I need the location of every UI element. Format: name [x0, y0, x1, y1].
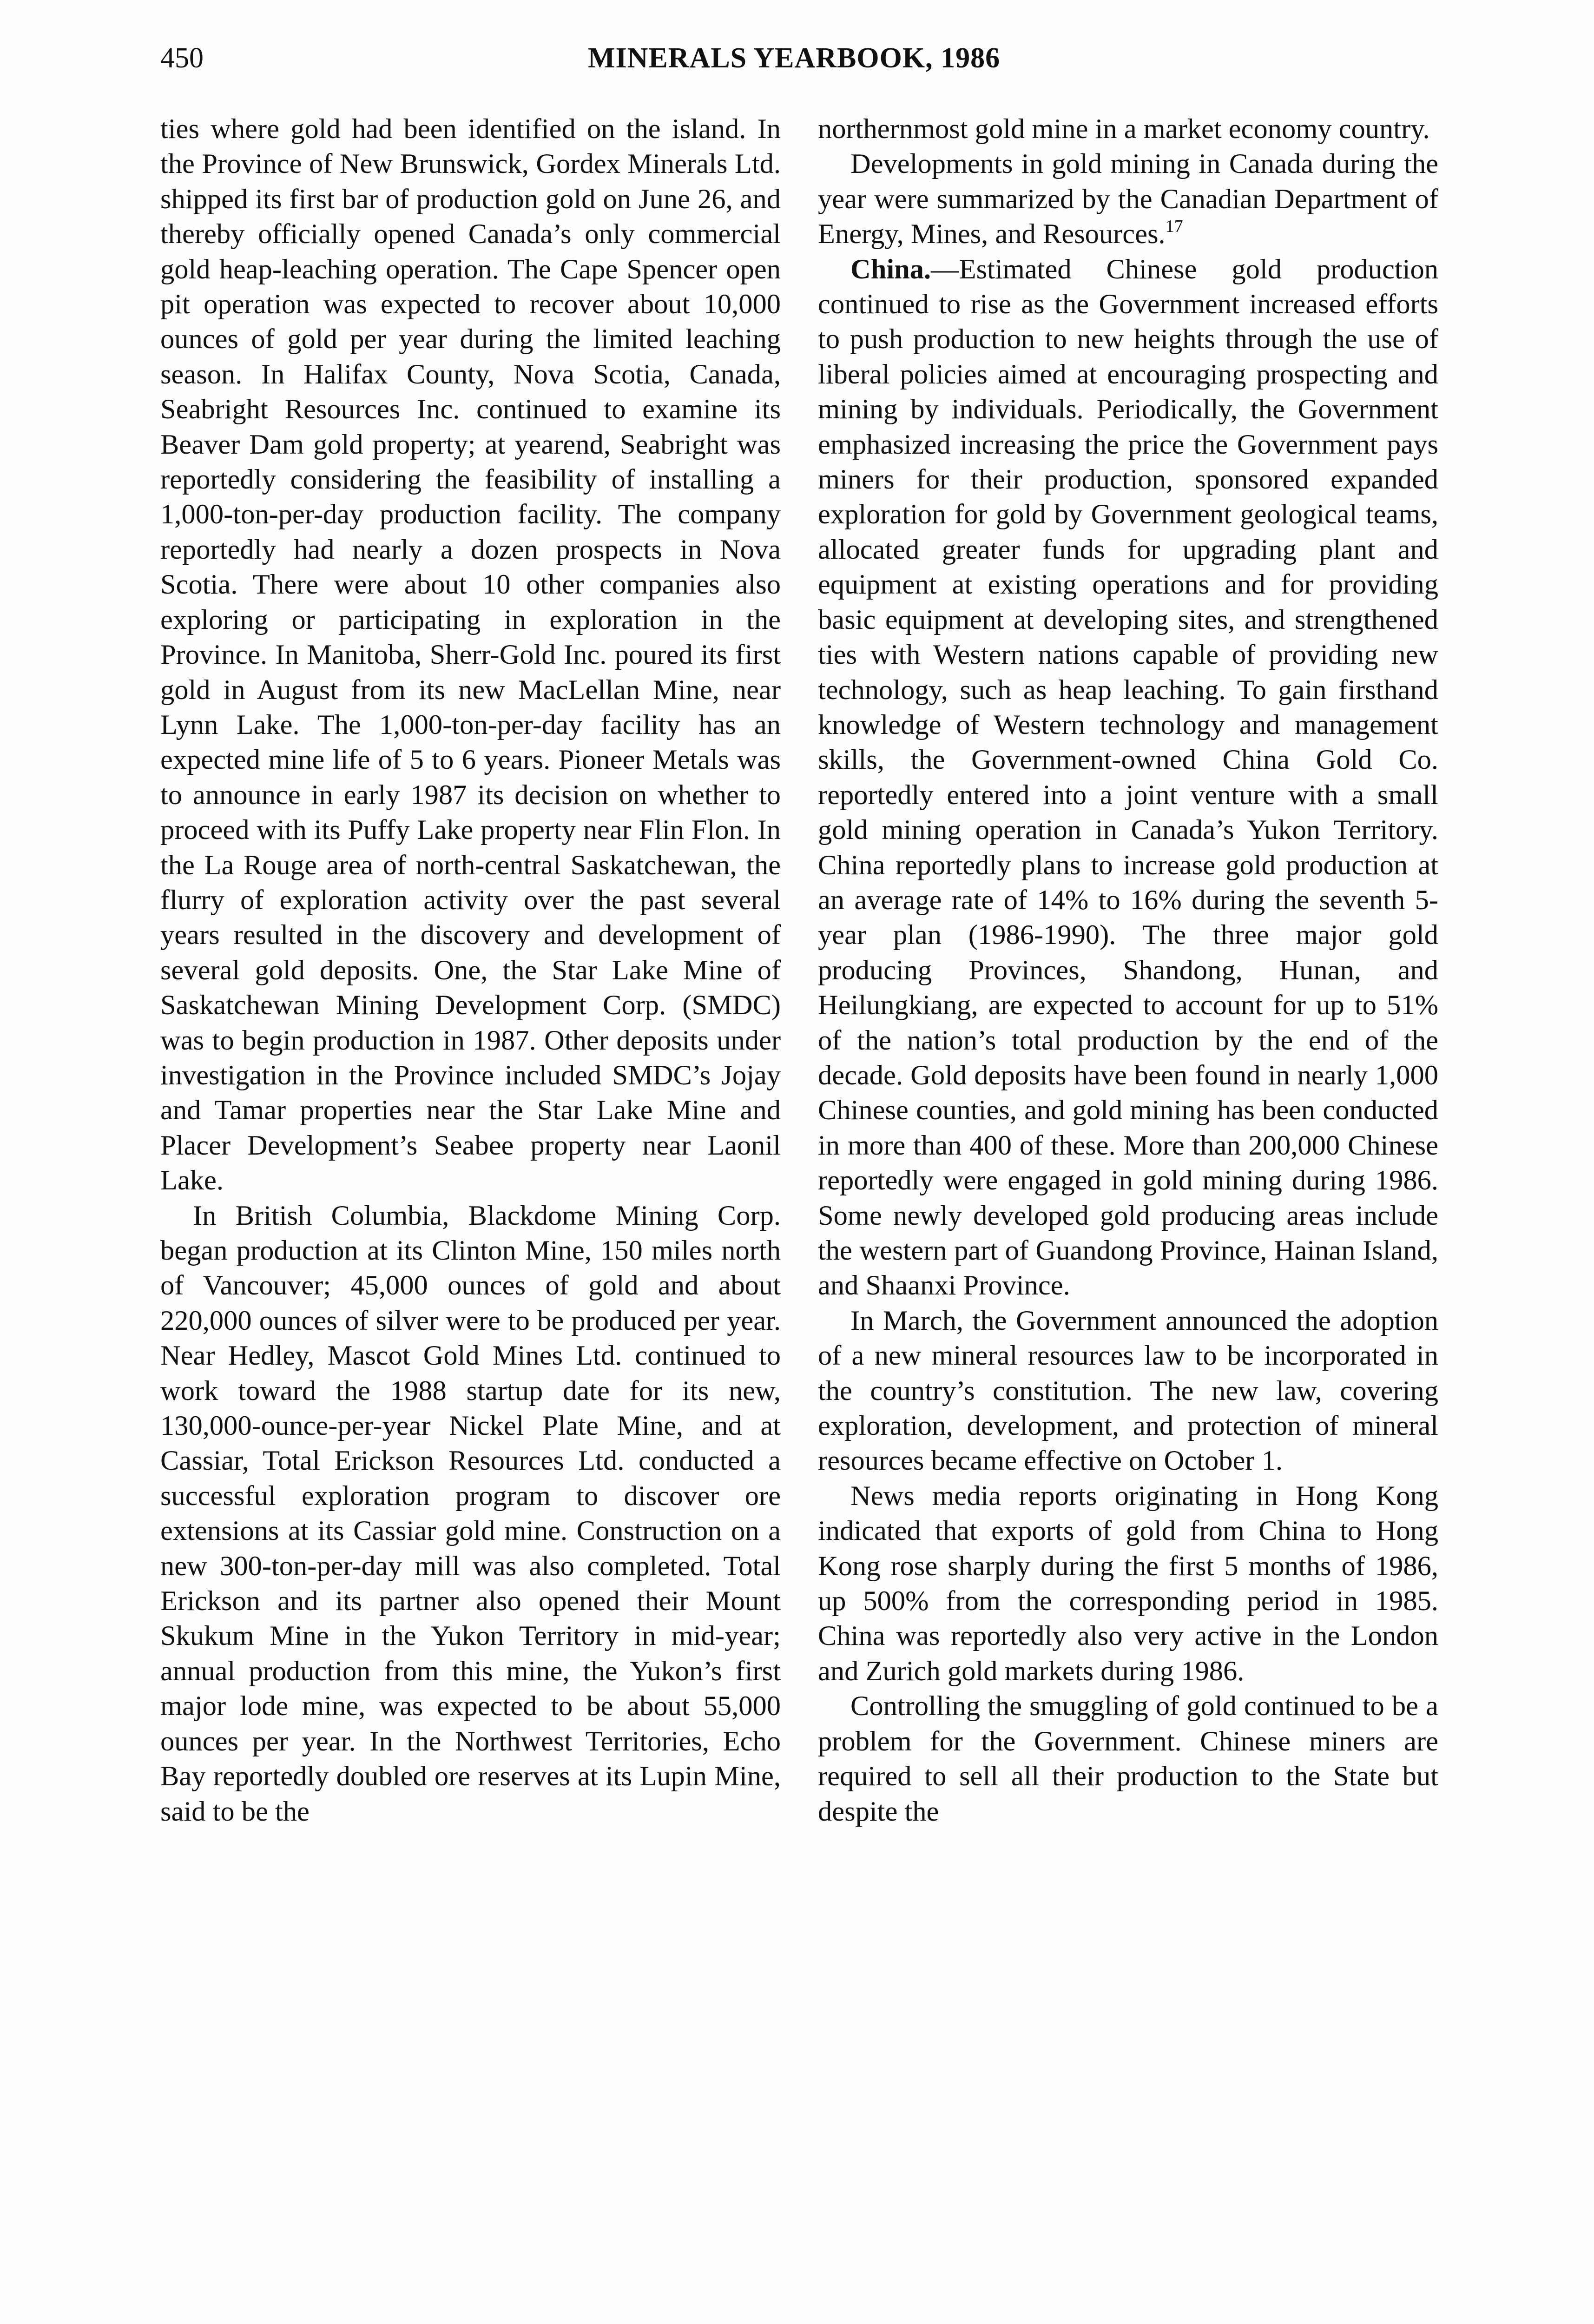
paragraph — [818, 146, 1438, 251]
paragraph-text: Developments in gold mining in Canada during the year were summarized by the Canadian Department of Energy, Mines, and Resources. — [818, 148, 1438, 250]
running-title: MINERALS YEARBOOK, 1986 — [588, 42, 1001, 74]
right-column — [818, 112, 1438, 1829]
paragraph: ties where gold had been identified on the island. In the Province of New Brunswick, Gordex Minerals Ltd. shipped its first bar of production gold on June 26, and thereby officially opened Canada’s only commercial gold heap-leaching operation. The Cape Spencer open pit operation was expected to recover about 10,000 ounces of gold per year during the limited leaching season. In Halifax County, Nova Scotia, Canada, Seabright Resources Inc. continued to examine its Beaver Dam gold property; at yearend, Seabright was reportedly considering the feasibility of installing a 1,000-ton-per-day production facility. The company reportedly had nearly a dozen prospects in Nova Scotia. There were about 10 other companies also exploring or participating in exploration in the Province. In Manitoba, Sherr-Gold Inc. poured its first gold in August from its new MacLellan Mine, near Lynn Lake. The 1,000-ton-per-day facility has an expected mine life of 5 to 6 years. Pioneer Metals was to announce in early 1987 its decision on whether to proceed with its Puffy Lake property near Flin Flon. In the La Rouge area of north-central Saskatchewan, the flurry of exploration activity over the past several years resulted in the discovery and development of several gold deposits. One, the Star Lake Mine of Saskatchewan Mining Development Corp. (SMDC) was to begin production in 1987. Other deposits under investigation in the Province included SMDC’s Jojay and Tamar properties near the Star Lake Mine and Placer Development’s Seabee property near Laonil Lake. — [160, 113, 781, 1196]
paragraph: Controlling the smuggling of gold continued to be a problem for the Government. Chinese miners are required to sell all their production to the State but despite the — [818, 1690, 1438, 1827]
paragraph: In British Columbia, Blackdome Mining Corp. began production at its Clinton Mine, 150 miles north of Vancouver; 45,000 ounces of gold and about 220,000 ounces of silver were to be produced per year. Near Hedley, Mascot Gold Mines Ltd. continued to work toward the 1988 startup date for its new, 130,000-ounce-per-year Nickel Plate Mine, and at Cassiar, Total Erickson Resources Ltd. conducted a successful exploration program to discover ore extensions at its Cassiar gold mine. Construction on a new 300-ton-per-day mill was also completed. Total Erickson and its partner also opened their Mount Skukum Mine in the Yukon Territory in mid-year; annual production from this mine, the Yukon’s first major lode mine, was expected to be about 55,000 ounces per year. In the Northwest Territories, Echo Bay reportedly doubled ore reserves at its Lupin Mine, said to be the — [160, 1200, 781, 1827]
footnote-reference: 17 — [1165, 217, 1183, 237]
paragraph: northernmost gold mine in a market economy country. — [818, 113, 1430, 145]
page-number: 450 — [160, 42, 204, 74]
left-column — [160, 112, 781, 1829]
section-runin-heading: China. — [850, 253, 931, 285]
paragraph-text: —Estimated Chinese gold production continued to rise as the Government increased efforts to push production to new heights through the use of liberal policies aimed at encouraging prospecting and mining by individuals. Periodically, the Government emphasized increasing the price the Government pays miners for their production, sponsored expanded exploration for gold by Government geological teams, allocated greater funds for upgrading plant and equipment at existing operations and for providing basic equipment at developing sites, and strengthened ties with Western nations capable of providing new technology, such as heap leaching. To gain firsthand knowledge of Western technology and management skills, the Government-owned China Gold Co. reportedly entered into a joint venture with a small gold mining operation in Canada’s Yukon Territory. China reportedly plans to increase gold production at an average rate of 14% to 16% during the seventh 5-year plan (1986-1990). The three major gold producing Provinces, Shandong, Hunan, and Heilungkiang, are expected to account for up to 51% of the nation’s total production by the end of the decade. Gold deposits have been found in nearly 1,000 Chinese counties, and gold mining has been conducted in more than 400 of these. More than 200,000 Chinese reportedly were engaged in gold mining during 1986. Some newly developed gold producing areas include the western part of Guandong Province, Hainan Island, and Shaanxi Province. — [818, 253, 1438, 1301]
paragraph: News media reports originating in Hong Kong indicated that exports of gold from China to Hong Kong rose sharply during the first 5 months of 1986, up 500% from the corresponding period in 1985. China was reportedly also very active in the London and Zurich gold markets during 1986. — [818, 1480, 1438, 1687]
page-header — [160, 33, 1043, 84]
paragraph — [818, 252, 1438, 1303]
paragraph: In March, the Government announced the adoption of a new mineral resources law to be incorporated in the country’s constitution. The new law, covering exploration, development, and protection of mineral resources became effective on October 1. — [818, 1305, 1438, 1477]
